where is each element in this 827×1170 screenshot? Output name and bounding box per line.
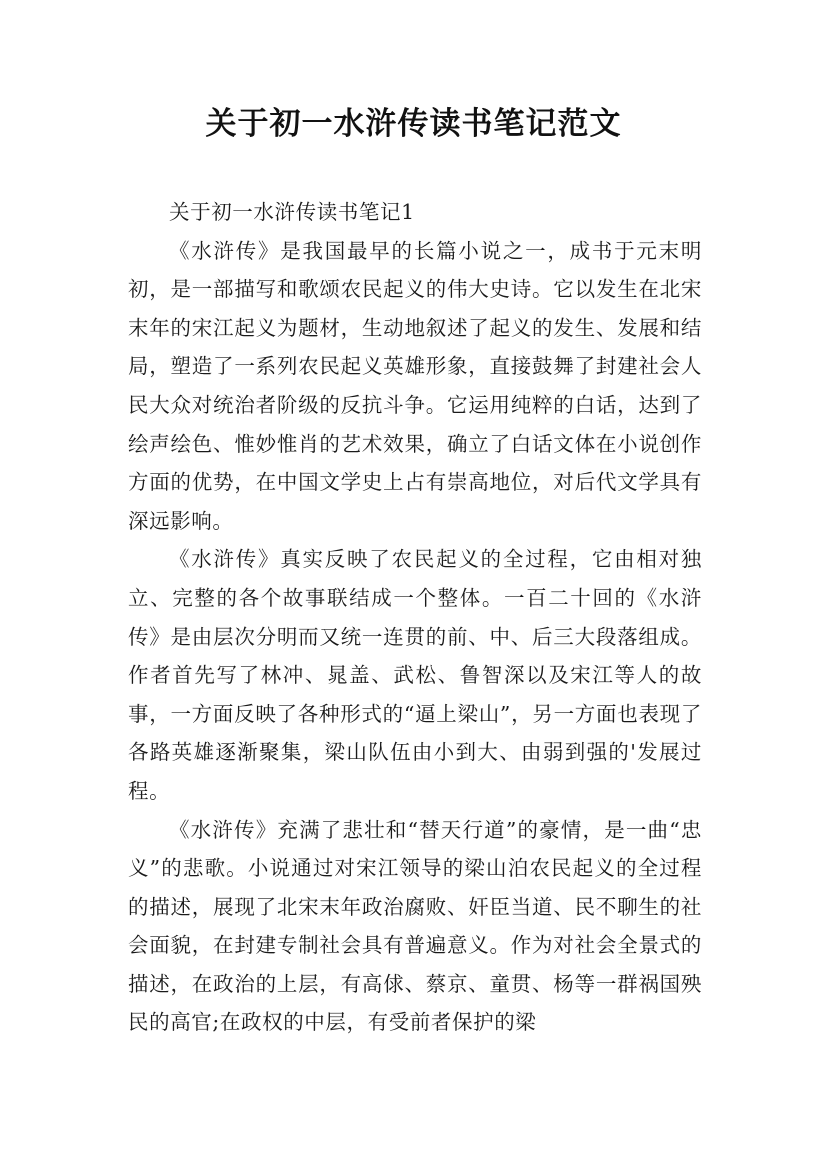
paragraph-3: 《水浒传》充满了悲壮和“替天行道”的豪情，是一曲“忠义”的悲歌。小说通过对宋江领导的梁山泊农民起义的全过程的描述，展现了北宋末年政治腐败、奸臣当道、民不聊生的社会面貌，在封建专制社会具有普遍意义。作为对社会全景式的描述，在政治的上层，有高俅、蔡京、童贯、杨等一群祸国殃民的高官;在政权的中层，有受前者保护的梁 <box>128 817 702 1035</box>
document-body <box>128 193 702 1042</box>
paragraph-2: 《水浒传》真实反映了农民起义的全过程，它由相对独立、完整的各个故事联结成一个整体。一百二十回的《水浒传》是由层次分明而又统一连贯的前、中、后三大段落组成。作者首先写了林冲、晁盖、武松、鲁智深以及宋江等人的故事，一方面反映了各种形式的“逼上梁山”，另一方面也表现了各路英雄逐渐聚集，梁山队伍由小到大、由弱到强的'发展过程。 <box>128 547 702 803</box>
section-heading: 关于初一水浒传读书笔记1 <box>169 200 415 224</box>
document-title: 关于初一水浒传读书笔记范文 <box>205 106 622 142</box>
paragraph-1: 《水浒传》是我国最早的长篇小说之一，成书于元末明初，是一部描写和歌颂农民起义的伟大史诗。它以发生在北宋末年的宋江起义为题材，生动地叙述了起义的发生、发展和结局，塑造了一系列农民起义英雄形象，直接鼓舞了封建社会人民大众对统治者阶级的反抗斗争。它运用纯粹的白话，达到了绘声绘色、惟妙惟肖的艺术效果，确立了白话文体在小说创作方面的优势，在中国文学史上占有崇高地位，对后代文学具有深远影响。 <box>128 238 702 533</box>
